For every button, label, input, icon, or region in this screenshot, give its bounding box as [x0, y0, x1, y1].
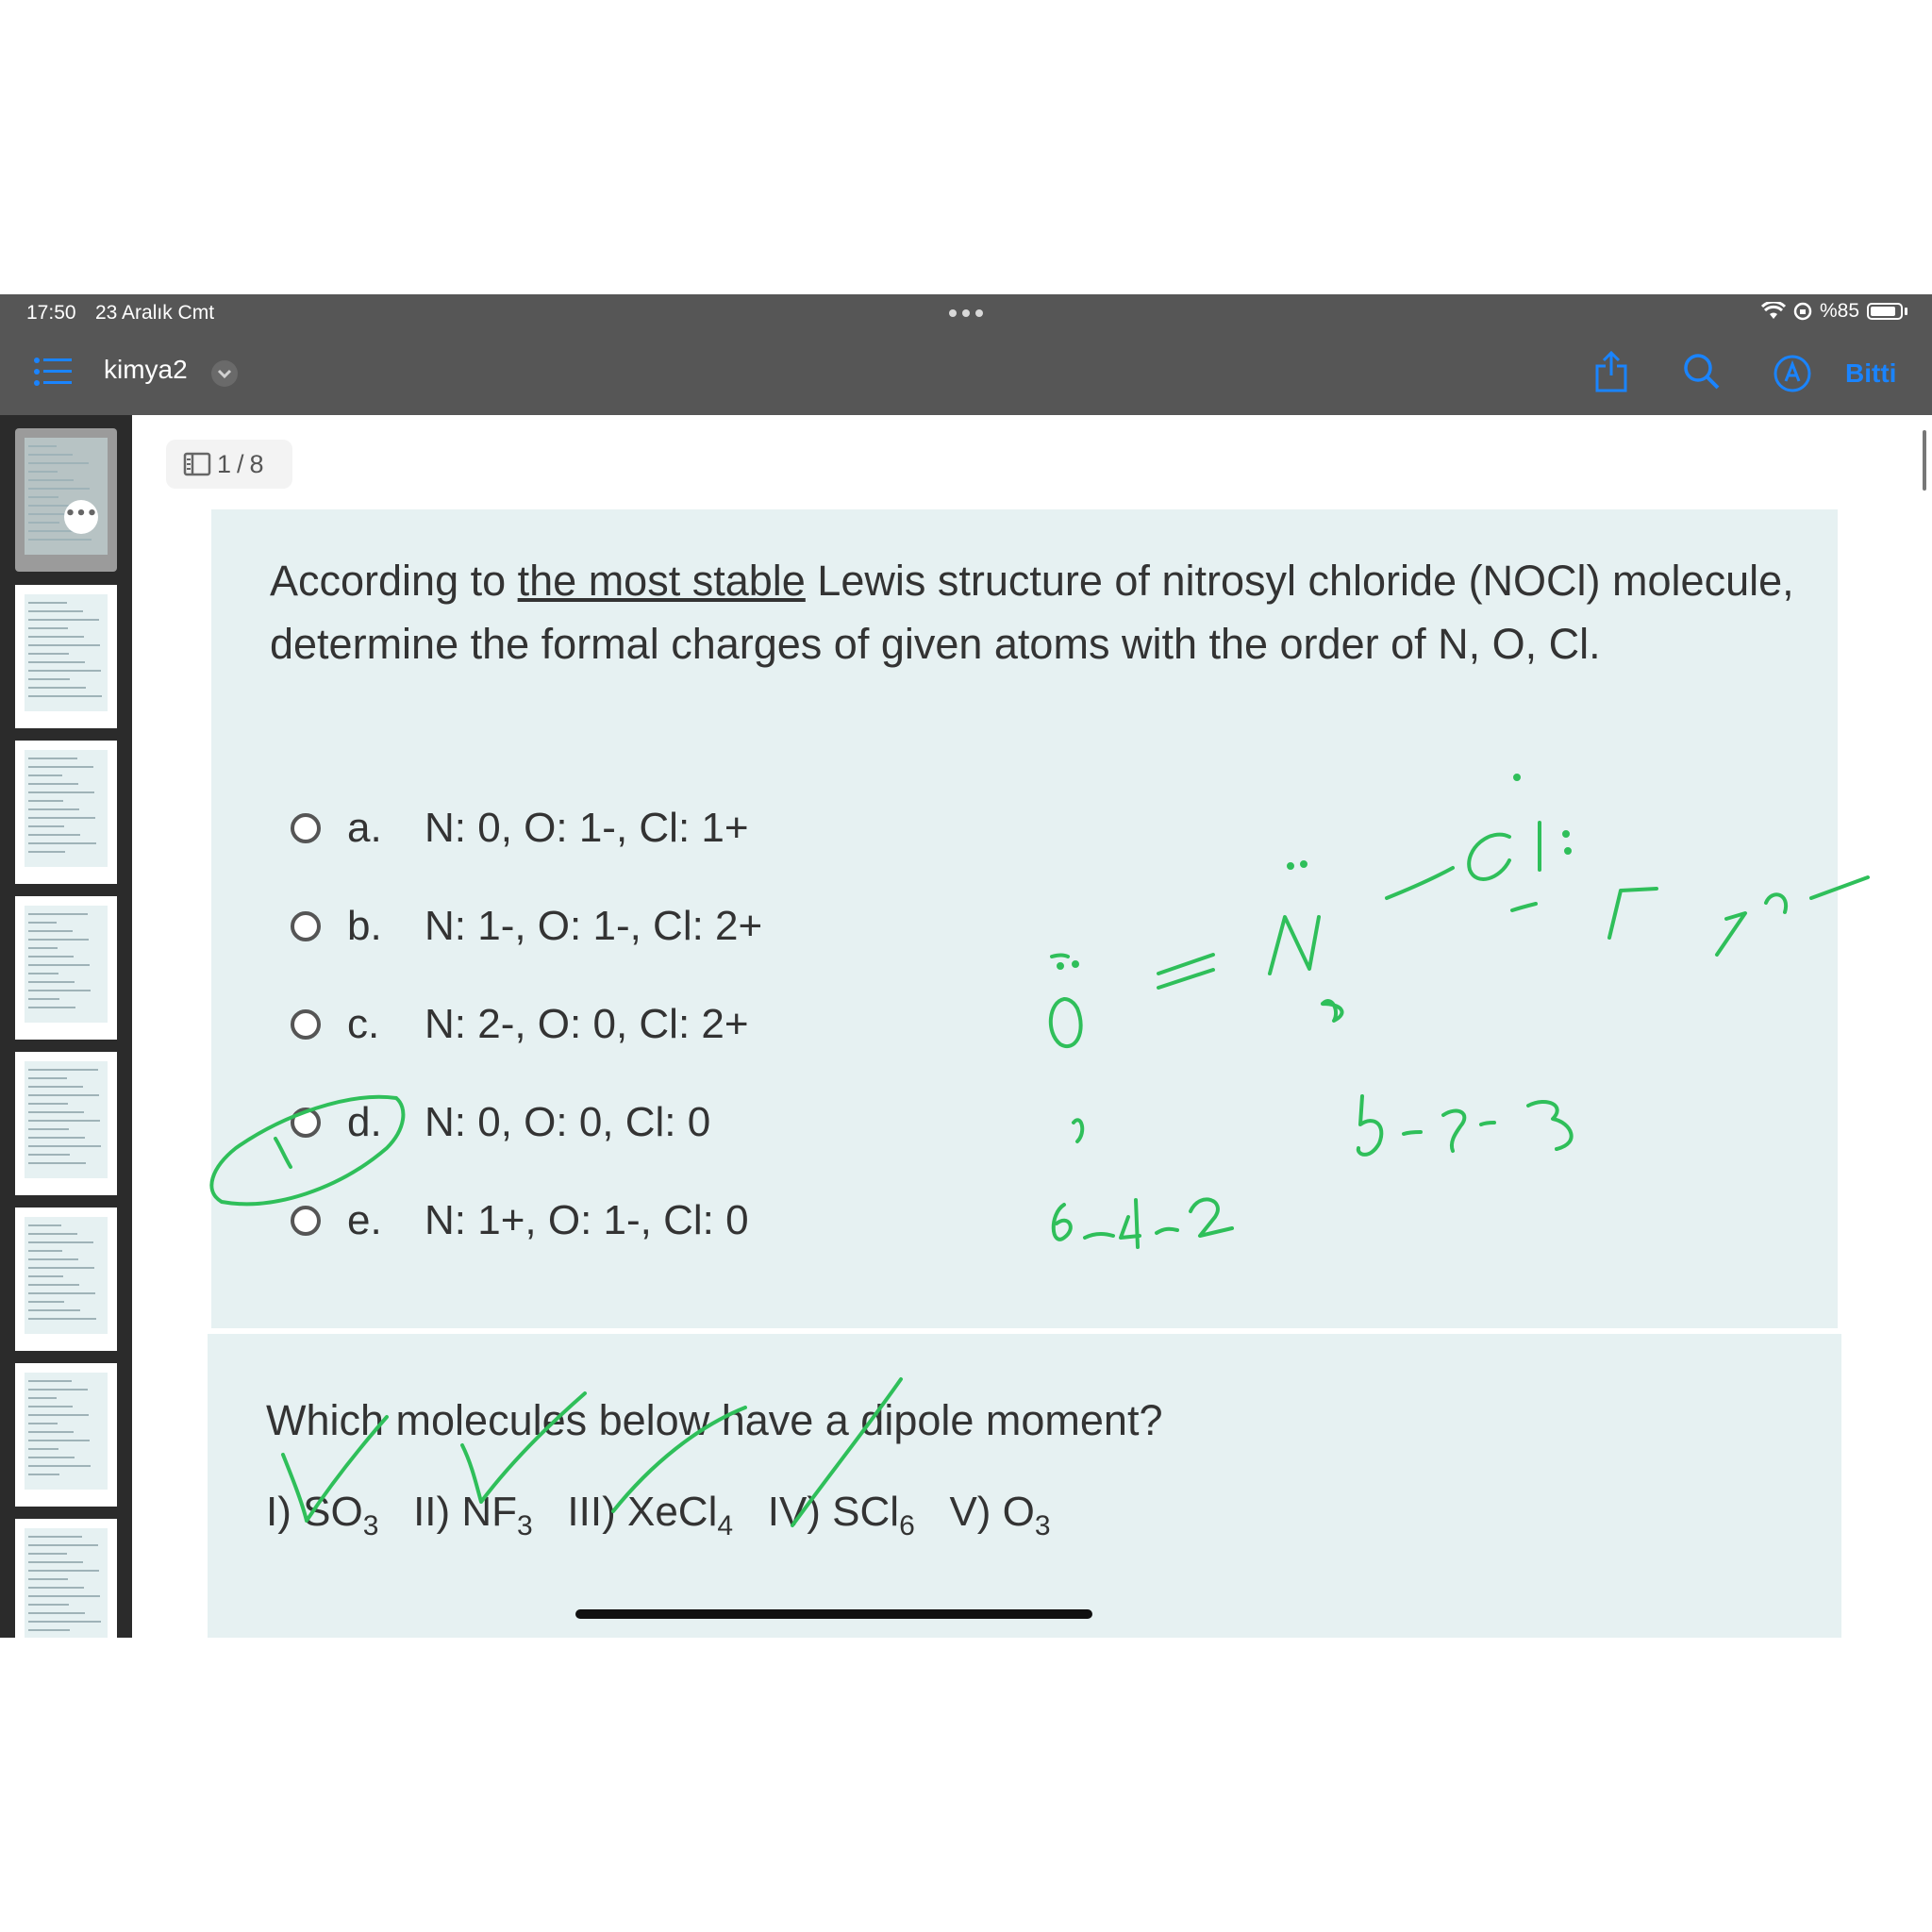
- thumbnail-line: [28, 471, 58, 473]
- item-1: I) $SO_3$: [266, 1489, 379, 1541]
- scroll-indicator[interactable]: [1923, 430, 1926, 491]
- battery-icon: [1867, 303, 1903, 320]
- thumbnail-line: [28, 1007, 75, 1008]
- radio-button[interactable]: [291, 1206, 321, 1236]
- question-1-text: According to the most stable Lewis structure of nitrosyl chloride (NOCl) molecule, determine the formal charges of given atoms with the order of N, O, Cl.: [270, 557, 1794, 668]
- question-1-card: [211, 509, 1838, 1328]
- battery-percent: %85: [1819, 300, 1859, 322]
- thumbnail-line: [28, 1457, 75, 1458]
- thumbnail-line: [28, 1077, 67, 1079]
- page-total: 8: [249, 449, 264, 478]
- thumbnail-line: [28, 1465, 91, 1467]
- thumbnail-line: [28, 783, 78, 785]
- page-thumbnail[interactable]: [15, 896, 117, 1040]
- radio-button[interactable]: [291, 911, 321, 941]
- thumbnail-line: [28, 990, 91, 991]
- thumbnail-line: [28, 1474, 59, 1475]
- radio-button[interactable]: [291, 813, 321, 843]
- thumbnail-line: [28, 1145, 101, 1147]
- thumbnail-line: [28, 462, 89, 464]
- option-a[interactable]: [291, 800, 749, 857]
- thumbnail-line: [28, 981, 75, 983]
- thumbnail-line: [28, 445, 57, 447]
- thumbnail-line: [28, 1128, 69, 1130]
- thumbnail-line: [28, 1431, 74, 1433]
- thumbnail-line: [28, 808, 79, 810]
- thumbnail-line: [28, 1292, 95, 1294]
- thumbnail-line: [28, 774, 62, 776]
- thumbnail-line: [28, 653, 69, 655]
- thumbnail-line: [28, 1380, 72, 1382]
- option-e[interactable]: [291, 1192, 749, 1249]
- page-thumbnail[interactable]: [15, 1052, 117, 1195]
- thumbnail-line: [28, 619, 99, 621]
- thumbnail-line: [28, 1578, 68, 1580]
- item-2: II) $NF_3$: [413, 1489, 533, 1541]
- thumbnail-line: [28, 610, 83, 612]
- thumbnail-line: [28, 1154, 70, 1156]
- thumbnail-line: [28, 1612, 85, 1614]
- thumbnail-line: [28, 758, 77, 759]
- thumbnail-line: [28, 1448, 58, 1450]
- thumbnail-line: [28, 851, 65, 853]
- thumbnail-sidebar: [0, 415, 132, 1638]
- thumbnail-line: [28, 1309, 80, 1311]
- thumbnail-line: [28, 1275, 63, 1277]
- thumbnail-line: [28, 1137, 85, 1139]
- thumbnail-line: [28, 1440, 90, 1441]
- thumbnail-line: [28, 454, 73, 456]
- page-current: 1: [217, 449, 232, 478]
- thumbnail-line: [28, 1570, 99, 1572]
- option-d[interactable]: [291, 1094, 711, 1151]
- page-thumbnail[interactable]: [15, 741, 117, 884]
- list-icon[interactable]: [34, 357, 72, 387]
- thumbnail-line: [28, 1629, 70, 1631]
- thumbnail-line: [28, 687, 86, 689]
- thumbnail-line: [28, 1086, 83, 1088]
- thumbnail-line: [28, 488, 90, 490]
- thumbnail-line: [28, 636, 84, 638]
- thumbnail-line: [28, 1553, 67, 1555]
- thumbnail-line: [28, 1397, 57, 1399]
- thumbnail-line: [28, 1423, 58, 1424]
- question-2-items: [266, 1489, 1051, 1542]
- more-icon[interactable]: •••: [64, 500, 98, 534]
- thumbnail-line: [28, 1233, 77, 1235]
- option-letter: a.: [347, 805, 382, 851]
- page-thumbnail[interactable]: [15, 1519, 117, 1638]
- thumbnail-line: [28, 1587, 84, 1589]
- page-thumbnail[interactable]: [15, 1363, 117, 1507]
- thumbnail-line: [28, 1284, 79, 1286]
- document-view[interactable]: [132, 415, 1932, 1638]
- page-icon: [183, 452, 211, 476]
- thumbnail-line: [28, 842, 96, 844]
- thumbnail-line: [28, 817, 95, 819]
- thumbnail-line: [28, 539, 92, 541]
- thumbnail-line: [28, 1103, 68, 1105]
- thumbnail-line: [28, 1111, 84, 1113]
- option-text: N: 2-, O: 0, Cl: 2+: [425, 1001, 749, 1047]
- item-4: IV) SCl$_6$: [767, 1489, 915, 1541]
- thumbnail-line: [28, 530, 75, 532]
- option-text: N: 1-, O: 1-, Cl: 2+: [425, 903, 763, 949]
- thumbnail-line: [28, 1544, 98, 1546]
- thumbnail-line: [28, 1561, 83, 1563]
- thumbnail-line: [28, 1120, 100, 1122]
- thumbnail-line: [28, 1258, 78, 1260]
- thumbnail-line: [28, 1267, 94, 1269]
- thumbnail-line: [28, 670, 101, 672]
- status-indicators: [1761, 300, 1907, 323]
- thumbnail-line: [28, 695, 102, 697]
- thumbnail-line: [28, 661, 85, 663]
- page-thumbnail[interactable]: [15, 428, 117, 572]
- done-button[interactable]: Bitti: [1845, 358, 1897, 388]
- thumbnail-line: [28, 1621, 101, 1623]
- thumbnail-line: [28, 766, 93, 768]
- item-3: III) XeCl$_4$: [567, 1489, 734, 1541]
- option-letter: d.: [347, 1099, 382, 1145]
- thumbnail-line: [28, 1604, 69, 1606]
- thumbnail-line: [28, 956, 74, 958]
- thumbnail-line: [28, 644, 100, 646]
- radio-button[interactable]: [291, 1108, 321, 1138]
- thumbnail-line: [28, 825, 64, 827]
- thumbnail-line: [28, 973, 58, 974]
- page-thumbnail[interactable]: [15, 585, 117, 728]
- thumbnail-line: [28, 939, 89, 941]
- thumbnail-line: [28, 922, 57, 924]
- document-title[interactable]: kimya2: [104, 355, 188, 384]
- thumbnail-line: [28, 930, 73, 932]
- option-b[interactable]: [291, 898, 763, 955]
- page-indicator[interactable]: [166, 440, 292, 489]
- question-2-text: Which molecules below have a dipole moment?: [266, 1396, 1163, 1444]
- option-letter: b.: [347, 903, 382, 949]
- thumbnail-line: [28, 1069, 98, 1071]
- thumbnail-line: [28, 1595, 100, 1597]
- radio-button[interactable]: [291, 1009, 321, 1040]
- item-5: V) $O_3$: [949, 1489, 1051, 1541]
- option-c[interactable]: [291, 996, 749, 1053]
- thumbnail-line: [28, 1224, 61, 1226]
- thumbnail-line: [28, 678, 70, 680]
- thumbnail-line: [28, 947, 58, 949]
- page-thumbnail[interactable]: [15, 1208, 117, 1351]
- lock-rotation-icon: [1793, 302, 1812, 321]
- thumbnail-line: [28, 834, 80, 836]
- title-menu-button[interactable]: [211, 360, 238, 387]
- option-text: N: 0, O: 1-, Cl: 1+: [425, 805, 749, 851]
- thumbnail-line: [28, 1094, 99, 1096]
- markup-icon[interactable]: [1774, 355, 1811, 392]
- thumbnail-line: [28, 1250, 62, 1252]
- thumbnail-line: [28, 800, 63, 802]
- thumbnail-line: [28, 1318, 96, 1320]
- wifi-icon: [1761, 302, 1786, 321]
- page-separator: /: [237, 449, 244, 478]
- thumbnail-line: [28, 791, 94, 793]
- status-date: 23 Aralık Cmt: [95, 302, 215, 324]
- home-indicator[interactable]: [575, 1609, 1092, 1619]
- thumbnail-line: [28, 522, 59, 524]
- thumbnail-line: [28, 913, 88, 915]
- thumbnail-line: [28, 1162, 86, 1164]
- thumbnail-line: [28, 964, 90, 966]
- chevron-down-icon: [211, 360, 238, 387]
- thumbnail-line: [28, 1536, 82, 1538]
- option-letter: c.: [347, 1001, 380, 1047]
- thumbnail-line: [28, 602, 67, 604]
- option-text: N: 0, O: 0, Cl: 0: [425, 1099, 711, 1145]
- option-text: N: 1+, O: 1-, Cl: 0: [425, 1197, 749, 1243]
- thumbnail-line: [28, 479, 74, 481]
- top-bar: [0, 294, 1932, 415]
- multitasking-dots[interactable]: [949, 309, 983, 317]
- thumbnail-line: [28, 1241, 93, 1243]
- status-time: 17:50: [26, 302, 76, 324]
- thumbnail-line: [28, 1414, 89, 1416]
- underlined-phrase: the most stable: [517, 557, 806, 605]
- thumbnail-line: [28, 998, 59, 1000]
- thumbnail-line: [28, 1389, 88, 1391]
- thumbnail-line: [28, 627, 68, 629]
- share-icon[interactable]: [1594, 351, 1628, 392]
- thumbnail-line: [28, 496, 58, 498]
- thumbnail-line: [28, 1301, 64, 1303]
- app-screen: [0, 294, 1932, 1638]
- option-letter: e.: [347, 1197, 382, 1243]
- search-icon[interactable]: [1683, 353, 1721, 391]
- thumbnail-line: [28, 1406, 73, 1407]
- question-2-card: [208, 1334, 1841, 1638]
